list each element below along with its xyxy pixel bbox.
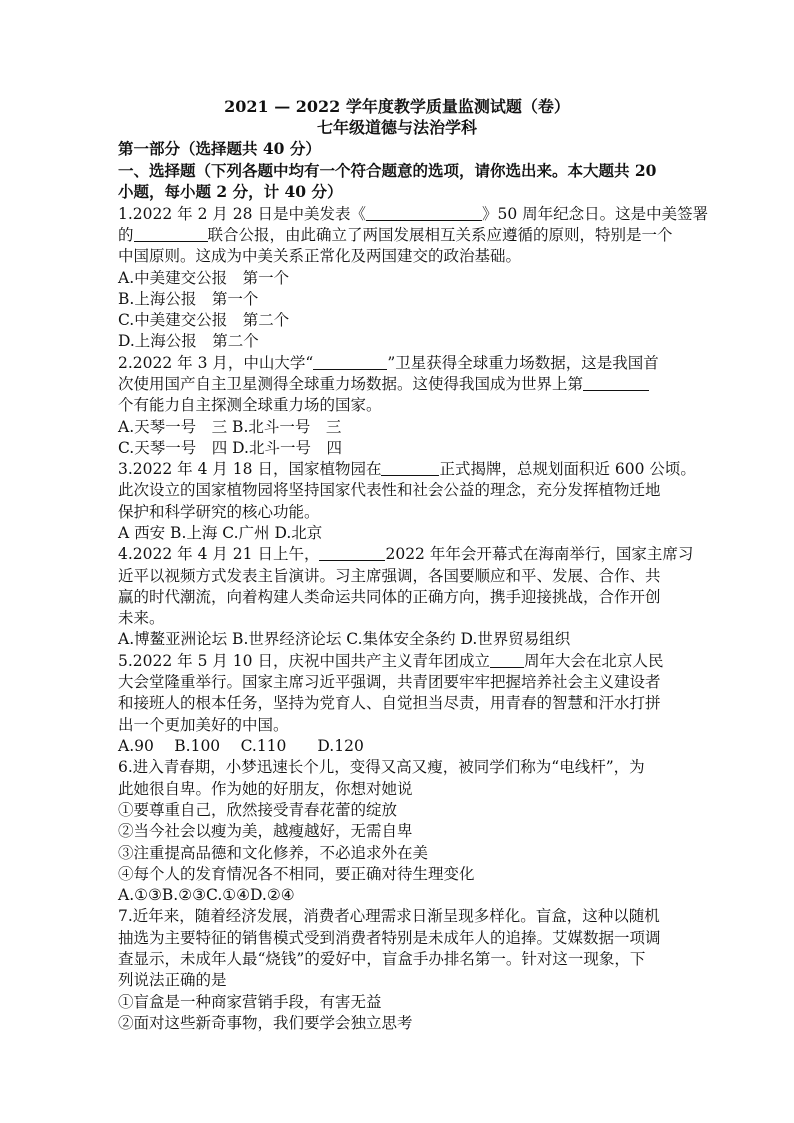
- q3-line3: 保护和科学研究的核心功能。: [118, 503, 320, 521]
- q2-line2: [118, 374, 649, 394]
- q5-line2: 大会堂隆重举行。国家主席习近平强调，共青团要牢牢把握培养社会主义建设者: [118, 673, 661, 691]
- q4-line1: [118, 544, 693, 564]
- q4-text-b: 2022 年年会开幕式在海南举行，国家主席习: [385, 545, 694, 563]
- q4-line4: 未来。: [118, 609, 165, 627]
- section-instruction-line2: 小题，每小题 2 分，计 40 分）: [118, 182, 343, 201]
- q4-blank: [319, 545, 385, 561]
- q5-line4: 出一个更加美好的中国。: [118, 716, 289, 734]
- q1-text-c: 的: [118, 226, 134, 244]
- q3-blank: [381, 460, 439, 476]
- q2-line1: [118, 353, 659, 373]
- q1-option-b: B.上海公报 第一个: [118, 290, 259, 308]
- q2-options-cd: C.天琴一号 四 D.北斗一号 四: [118, 439, 342, 457]
- q5-blank: [490, 652, 524, 668]
- q2-text-a: 2.2022 年 3 月，中山大学“: [118, 354, 314, 372]
- q1-option-c: C.中美建交公报 第二个: [118, 311, 290, 329]
- q6-item3: ③注重提高品德和文化修养，不必追求外在美: [118, 844, 429, 862]
- q1-option-a: A.中美建交公报 第一个: [118, 269, 290, 287]
- q7-line3: 查显示，未成年人最“烧钱”的爱好中，盲盒手办排名第一。针对这一现象，下: [118, 950, 646, 968]
- q5-text-a: 5.2022 年 5 月 10 日，庆祝中国共产主义青年团成立: [118, 652, 490, 670]
- q5-line3: 和接班人的根本任务，坚持为党育人、自觉担当尽责，用青春的智慧和汗水打拼: [118, 694, 661, 712]
- part-heading: 第一部分（选择题共 40 分）: [118, 139, 321, 158]
- q6-line2: 此她很自卑。作为她的好朋友，你想对她说: [118, 780, 413, 798]
- q5-text-b: 周年大会在北京人民: [523, 652, 664, 670]
- exam-subtitle: 七年级道德与法治学科: [316, 118, 477, 137]
- q2-blank2: [583, 375, 649, 391]
- q1-blank2: [134, 226, 208, 242]
- section-instruction-line1: 一、选择题（下列各题中均有一个符合题意的选项，请你选出来。本大题共 20: [118, 161, 657, 180]
- q5-options: A.90 B.100 C.110 D.120: [118, 737, 364, 755]
- q1-line3: 中国原则。这成为中美关系正常化及两国建交的政治基础。: [118, 247, 522, 265]
- q6-options: A.①③B.②③C.①④D.②④: [118, 886, 295, 904]
- q4-text-a: 4.2022 年 4 月 21 日上午，: [118, 545, 320, 563]
- q7-item1: ①盲盒是一种商家营销手段，有害无益: [118, 993, 382, 1011]
- q1-text-d: 联合公报，由此确立了两国发展相互关系应遵循的原则，特别是一个: [207, 226, 673, 244]
- q2-blank1: [313, 354, 387, 370]
- q5-line1: [118, 651, 663, 671]
- q1-text-a: 1.2022 年 2 月 28 日是中美发表《: [118, 205, 366, 223]
- q6-item4: ④每个人的发育情况各不相同，要正确对待生理变化: [118, 865, 475, 883]
- q6-item2: ②当今社会以瘦为美，越瘦越好，无需自卑: [118, 822, 413, 840]
- q7-line4: 列说法正确的是: [118, 971, 227, 989]
- q6-item1: ①要尊重自己，欣然接受青春花蕾的绽放: [118, 801, 398, 819]
- q1-blank1: [366, 205, 482, 221]
- q2-options-ab: A.天琴一号 三 B.北斗一号 三: [118, 418, 342, 436]
- q7-item2: ②面对这些新奇事物，我们要学会独立思考: [118, 1014, 413, 1032]
- q3-options: A 西安 B.上海 C.广州 D.北京: [118, 524, 323, 542]
- q7-line2: 抽选为主要特征的销售模式受到消费者特别是未成年人的追捧。艾媒数据一项调: [118, 929, 661, 947]
- q1-text-b: 》50 周年纪念日。这是中美签署: [481, 205, 709, 223]
- q1-option-d: D.上海公报 第二个: [118, 332, 259, 350]
- q3-line1: [118, 459, 696, 479]
- q3-text-b: 正式揭牌，总规划面积近 600 公顷。: [439, 460, 696, 478]
- q3-line2: 此次设立的国家植物园将坚持国家代表性和社会公益的理念，充分发挥植物迁地: [118, 481, 661, 499]
- q7-line1: 7.近年来，随着经济发展，消费者心理需求日渐呈现多样化。盲盒，这种以随机: [118, 907, 660, 925]
- q4-line2: 近平以视频方式发表主旨演讲。习主席强调，各国要顺应和平、发展、合作、共: [118, 567, 661, 585]
- q6-line1: 6.进入青春期，小梦迅速长个儿，变得又高又瘦，被同学们称为“电线杆”，为: [118, 758, 645, 776]
- q3-text-a: 3.2022 年 4 月 18 日，国家植物园在: [118, 460, 382, 478]
- q2-text-c: 次使用国产自主卫星测得全球重力场数据。这使得我国成为世界上第: [118, 375, 584, 393]
- q1-line1: [118, 204, 708, 224]
- q4-line3: 赢的时代潮流，向着构建人类命运共同体的正确方向，携手迎接挑战，合作开创: [118, 588, 661, 606]
- q4-options: A.博鳌亚洲论坛 B.世界经济论坛 C.集体安全条约 D.世界贸易组织: [118, 630, 571, 648]
- q2-text-b: ”卫星获得全球重力场数据，这是我国首: [387, 354, 659, 372]
- exam-title: 2021 — 2022 学年度教学质量监测试题（卷）: [224, 97, 570, 116]
- q1-line2: [118, 225, 673, 245]
- q2-line3: 个有能力自主探测全球重力场的国家。: [118, 396, 382, 414]
